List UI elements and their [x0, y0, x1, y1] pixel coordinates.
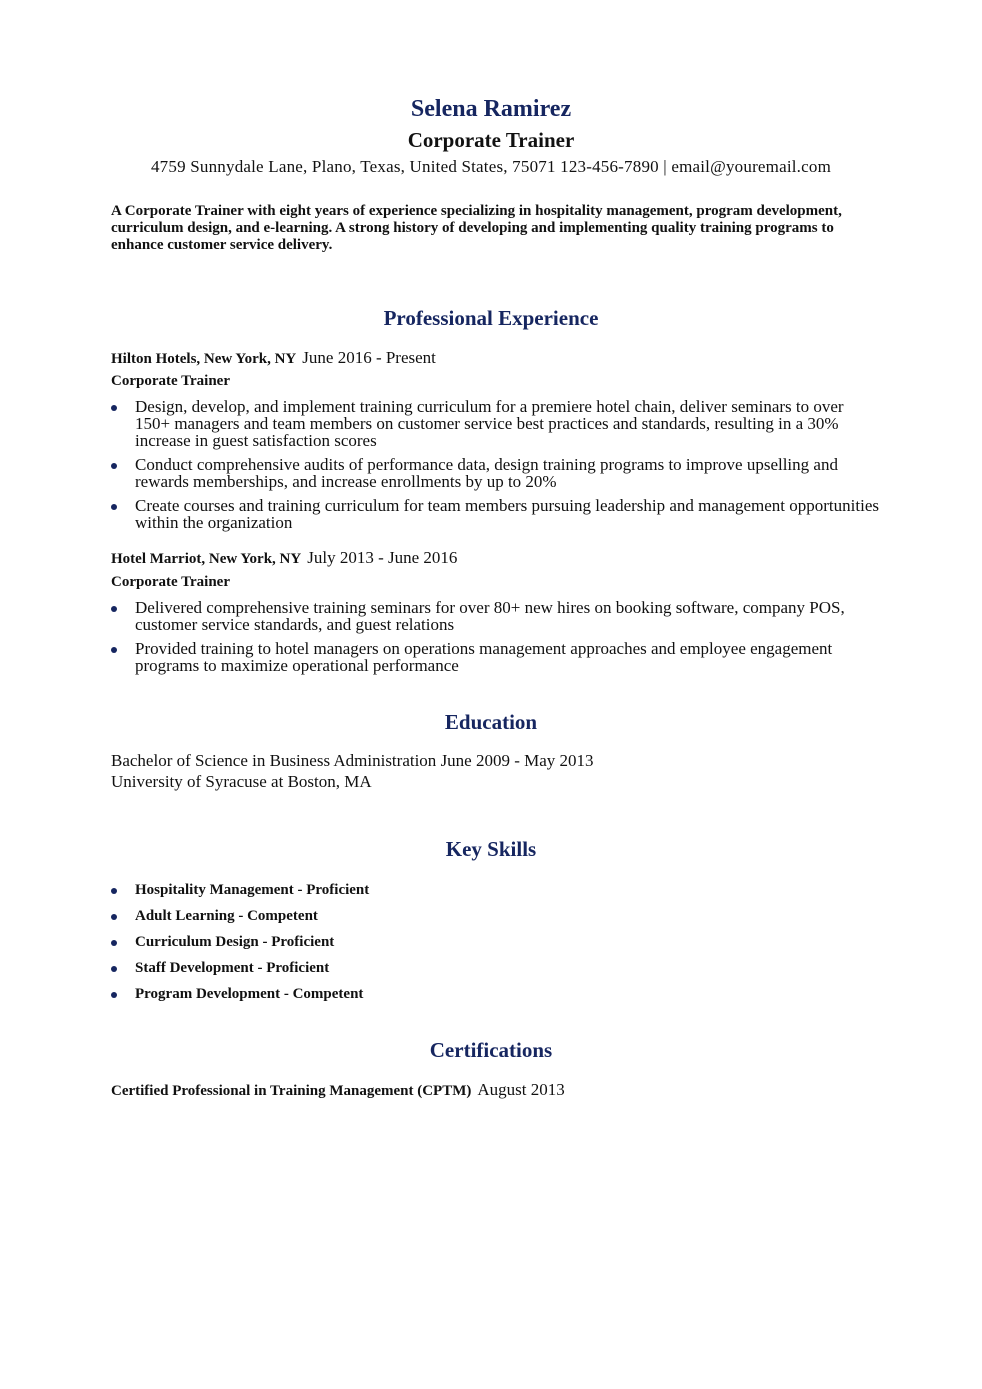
summary-paragraph: A Corporate Trainer with eight years of experience specializing in hospitality management, program development, curriculum design, and e-learning. A strong history of developing and implementing quality training programs to enhance customer service delivery. — [111, 203, 842, 253]
skill-text: Curriculum Design - Proficient — [135, 934, 335, 950]
list-item — [111, 640, 881, 674]
skills-list — [111, 880, 369, 1010]
bullet-icon — [111, 606, 117, 612]
job-bullets — [111, 398, 881, 538]
bullet-text: Conduct comprehensive audits of performance data, design training programs to improve upselling and rewards memberships, and increase enrollments by up to 20% — [135, 455, 838, 491]
bullet-icon — [111, 966, 117, 972]
skill-text: Program Development - Competent — [135, 986, 364, 1002]
list-item — [111, 599, 881, 633]
skill-text: Hospitality Management - Proficient — [135, 882, 370, 898]
education-school: University of Syracuse at Boston, MA — [111, 772, 372, 791]
education-dates: June 2009 - May 2013 — [440, 751, 594, 770]
certification-name: Certified Professional in Training Management (CPTM) — [111, 1083, 472, 1099]
section-title-skills: Key Skills — [445, 837, 537, 861]
contact-line: 4759 Sunnydale Lane, Plano, Texas, United States, 75071 123-456-7890 | email@youremail.com — [150, 157, 832, 176]
list-item — [111, 906, 369, 932]
education-degree-line — [111, 751, 594, 771]
bullet-icon — [111, 940, 117, 946]
job-dates: July 2013 - June 2016 — [307, 548, 458, 567]
list-item — [111, 958, 369, 984]
skill-text: Adult Learning - Competent — [135, 908, 318, 924]
job-header — [111, 548, 457, 568]
bullet-text: Delivered comprehensive training seminars for over 80+ new hires on booking software, company POS, customer service standards, and guest relations — [135, 598, 845, 634]
list-item — [111, 398, 881, 449]
section-title-certifications: Certifications — [429, 1038, 553, 1062]
section-title-experience: Professional Experience — [383, 306, 599, 330]
education-degree: Bachelor of Science in Business Administration — [111, 751, 437, 770]
certification-line — [111, 1080, 565, 1100]
bullet-icon — [111, 888, 117, 894]
bullet-icon — [111, 914, 117, 920]
bullet-icon — [111, 504, 117, 510]
bullet-icon — [111, 463, 117, 469]
bullet-text: Create courses and training curriculum for team members pursuing leadership and management opportunities within the organization — [135, 496, 879, 532]
bullet-icon — [111, 405, 117, 411]
job-dates: June 2016 - Present — [302, 348, 436, 367]
list-item — [111, 984, 369, 1010]
job-company: Hotel Marriot, New York, NY — [111, 551, 302, 567]
bullet-icon — [111, 647, 117, 653]
list-item — [111, 497, 881, 531]
skill-text: Staff Development - Proficient — [135, 960, 330, 976]
list-item — [111, 932, 369, 958]
job-position: Corporate Trainer — [111, 574, 230, 590]
job-bullets — [111, 599, 881, 681]
bullet-text: Design, develop, and implement training curriculum for a premiere hotel chain, deliver seminars to over 150+ managers and team members on customer service best practices and standards, resulting in a 30% increase in guest satisfaction scores — [135, 397, 844, 450]
candidate-role: Corporate Trainer — [407, 128, 575, 152]
candidate-name: Selena Ramirez — [410, 96, 572, 122]
bullet-text: Provided training to hotel managers on operations management approaches and employee engagement programs to maximize operational performance — [135, 639, 833, 675]
job-company: Hilton Hotels, New York, NY — [111, 351, 297, 367]
job-position: Corporate Trainer — [111, 373, 230, 389]
list-item — [111, 456, 881, 490]
list-item — [111, 880, 369, 906]
job-header — [111, 348, 436, 368]
bullet-icon — [111, 992, 117, 998]
section-title-education: Education — [444, 710, 538, 734]
certification-date: August 2013 — [477, 1080, 565, 1099]
